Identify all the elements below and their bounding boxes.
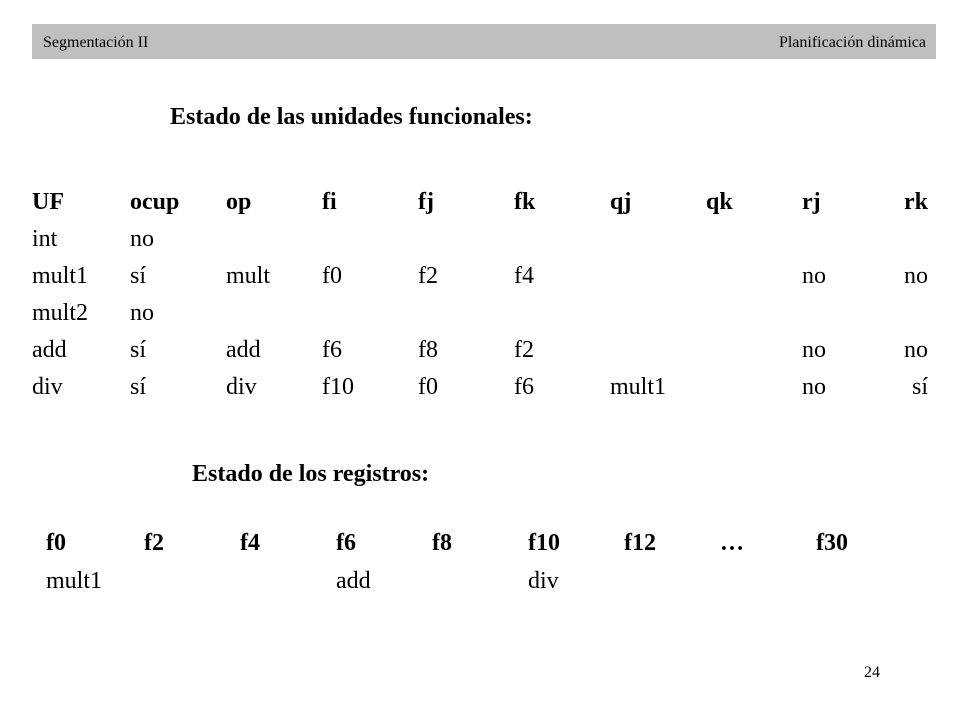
column-header: fk bbox=[514, 189, 536, 215]
table-cell: sí bbox=[130, 374, 147, 400]
table-cell: mult1 bbox=[32, 263, 89, 289]
register-value: div bbox=[528, 568, 559, 594]
table-row bbox=[32, 221, 936, 258]
column-header: rk bbox=[904, 189, 928, 215]
column-header: UF bbox=[32, 189, 64, 215]
column-header: qk bbox=[706, 189, 733, 215]
column-header: ocup bbox=[130, 189, 180, 215]
table-header-row bbox=[32, 184, 936, 221]
table-cell: add bbox=[32, 337, 67, 363]
register-name: f2 bbox=[144, 530, 164, 556]
table-cell: f10 bbox=[322, 374, 354, 400]
table-cell: sí bbox=[911, 374, 928, 400]
column-header: fi bbox=[322, 189, 337, 215]
table-cell: div bbox=[226, 374, 257, 400]
table-cell: f2 bbox=[514, 337, 534, 363]
table-row bbox=[32, 295, 936, 332]
register-header-row bbox=[46, 524, 906, 562]
table-cell: div bbox=[32, 374, 63, 400]
table-cell: no bbox=[904, 337, 928, 363]
table-cell: add bbox=[226, 337, 261, 363]
table-cell: f6 bbox=[514, 374, 534, 400]
table-cell: no bbox=[802, 374, 826, 400]
register-value: add bbox=[336, 568, 371, 594]
table-row bbox=[32, 332, 936, 369]
register-name: f0 bbox=[46, 530, 66, 556]
table-cell: f4 bbox=[514, 263, 534, 289]
register-name: f4 bbox=[240, 530, 260, 556]
registers-table bbox=[46, 524, 906, 600]
register-name: … bbox=[720, 530, 744, 556]
header-topic-label: Planificación dinámica bbox=[778, 34, 926, 51]
register-name: f30 bbox=[816, 530, 848, 556]
table-cell: no bbox=[130, 226, 154, 252]
table-cell: f0 bbox=[418, 374, 438, 400]
page-number: 24 bbox=[864, 664, 880, 681]
functional-units-table bbox=[32, 184, 936, 406]
column-header: op bbox=[226, 189, 252, 215]
table-row bbox=[32, 369, 936, 406]
table-cell: mult1 bbox=[610, 374, 667, 400]
column-header: rj bbox=[802, 189, 821, 215]
table-cell: no bbox=[802, 263, 826, 289]
table-cell: no bbox=[904, 263, 928, 289]
register-name: f10 bbox=[528, 530, 560, 556]
table-cell: mult2 bbox=[32, 300, 89, 326]
table-cell: int bbox=[32, 226, 58, 252]
register-name: f12 bbox=[624, 530, 656, 556]
table-cell: no bbox=[802, 337, 826, 363]
table-row bbox=[32, 258, 936, 295]
column-header: qj bbox=[610, 189, 632, 215]
header-section-label: Segmentación II bbox=[43, 34, 149, 51]
table-cell: f8 bbox=[418, 337, 438, 363]
table-cell: mult bbox=[226, 263, 271, 289]
table-cell: f0 bbox=[322, 263, 342, 289]
table-cell: sí bbox=[130, 337, 147, 363]
functional-units-title: Estado de las unidades funcionales: bbox=[170, 104, 533, 130]
register-name: f8 bbox=[432, 530, 452, 556]
registers-title: Estado de los registros: bbox=[192, 461, 430, 487]
table-cell: no bbox=[130, 300, 154, 326]
register-values-row bbox=[46, 562, 906, 600]
table-cell: f2 bbox=[418, 263, 438, 289]
register-value: mult1 bbox=[46, 568, 103, 594]
register-name: f6 bbox=[336, 530, 356, 556]
header-bar bbox=[32, 24, 936, 59]
table-cell: sí bbox=[130, 263, 147, 289]
table-cell: f6 bbox=[322, 337, 342, 363]
column-header: fj bbox=[418, 189, 434, 215]
